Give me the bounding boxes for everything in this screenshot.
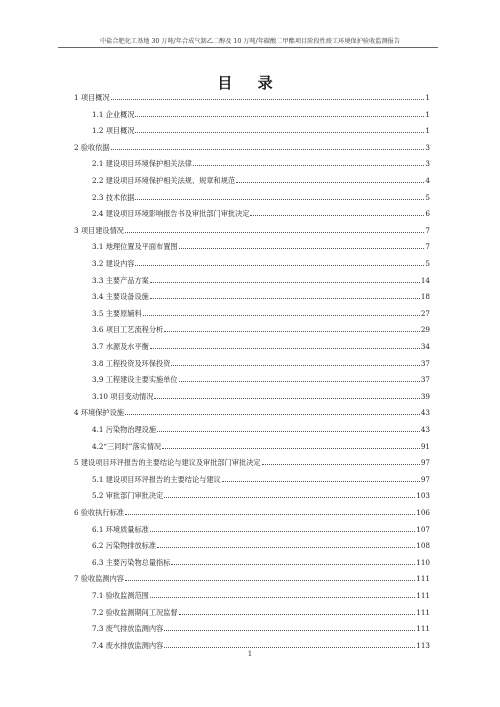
toc-entry-label: 6.1 环境质量标准 [92, 524, 149, 534]
toc-entry-page: 111 [416, 607, 430, 617]
toc-entry[interactable] [74, 391, 430, 401]
toc-entry-page: 111 [416, 591, 430, 600]
toc-dot-leader [125, 232, 424, 233]
toc-entry-page: 34 [420, 342, 430, 351]
toc-entry-label: 3.6 项目工艺流程分析 [92, 325, 164, 335]
toc-entry[interactable] [74, 490, 430, 500]
toc-entry-label: 1 项目概况 [74, 93, 110, 102]
toc-dot-leader [222, 481, 420, 482]
toc-dot-leader [179, 248, 425, 249]
toc-dot-leader [164, 331, 420, 332]
toc-entry-label: 5.1 建设项目环评报告的主要结论与建议 [92, 474, 221, 484]
toc-entry-label: 3.1 地理位置及平面布置图 [92, 242, 178, 252]
toc-dot-leader [150, 597, 415, 598]
toc-entry[interactable] [74, 374, 430, 384]
toc-entry[interactable] [74, 92, 430, 102]
toc-entry-page: 97 [420, 474, 430, 484]
toc-entry-label: 5.2 审批部门审批决定 [92, 491, 164, 501]
toc-entry-page: 37 [420, 358, 430, 368]
toc-entry-label: 7.3 废气排放监测内容 [92, 624, 164, 634]
toc-entry[interactable] [74, 623, 430, 633]
toc-entry-label: 3.7 水源及水平衡 [92, 342, 149, 351]
toc-entry[interactable] [74, 125, 430, 135]
toc-entry[interactable] [74, 573, 430, 583]
toc-entry-label: 2.3 技术依据 [92, 192, 135, 202]
toc-entry-page: 6 [425, 209, 430, 219]
toc-entry[interactable] [74, 258, 430, 268]
toc-entry[interactable] [74, 474, 430, 484]
toc-entry[interactable] [74, 441, 430, 451]
toc-dot-leader [150, 531, 415, 532]
toc-dot-leader [262, 464, 420, 465]
toc-entry[interactable] [74, 424, 430, 434]
toc-dot-leader [162, 448, 420, 449]
toc-entry-label: 3.2 建设内容 [92, 259, 135, 268]
toc-entry-page: 3 [425, 142, 430, 152]
toc-entry-label: 3.5 主要原辅料 [92, 308, 142, 318]
toc-dot-leader [111, 99, 425, 100]
toc-title: 目 录 [217, 74, 283, 92]
toc-entry-label: 3.10 项目变动情况 [92, 391, 154, 401]
toc-entry[interactable] [74, 507, 430, 517]
toc-entry[interactable] [74, 324, 430, 334]
toc-entry-label: 1.1 企业概况 [92, 109, 135, 119]
toc-entry-page: 4 [425, 176, 430, 185]
toc-entry-page: 7 [425, 242, 430, 252]
toc-entry-label: 7.2 验收监测期间工况监督 [92, 607, 178, 617]
toc-entry-page: 27 [420, 308, 430, 318]
toc-entry-label: 3.8 工程投资及环保投资 [92, 358, 171, 368]
toc-entry-page: 111 [416, 624, 430, 634]
toc-dot-leader [171, 564, 415, 565]
toc-entry-label: 6.2 污染物排放标准 [92, 541, 157, 551]
toc-dot-leader [135, 132, 424, 133]
toc-entry-page: 107 [416, 524, 430, 534]
toc-entry-label: 2 验收依据 [74, 142, 110, 152]
toc-entry[interactable] [74, 225, 430, 235]
toc-dot-leader [193, 165, 424, 166]
toc-dot-leader [250, 215, 424, 216]
toc-entry-page: 108 [416, 541, 430, 551]
toc-dot-leader [150, 298, 420, 299]
toc-dot-leader [143, 315, 420, 316]
toc-entry-label: 3.3 主要产品方案 [92, 275, 149, 285]
toc-dot-leader [164, 497, 415, 498]
page-header: 中盐合肥化工基地 30 万吨/年合成气制乙二醇及 10 万吨/年碳酸二甲酯项目阶段性竣工环境保护验收监测报告 [99, 38, 401, 45]
toc-entry[interactable] [74, 158, 430, 168]
toc-entry-label: 6.3 主要污染物总量指标 [92, 557, 171, 567]
toc-entry[interactable] [74, 457, 430, 467]
toc-entry[interactable] [74, 640, 430, 650]
toc-entry-page: 37 [420, 375, 430, 385]
toc-entry[interactable] [74, 241, 430, 251]
toc-entry-page: 3 [425, 159, 430, 169]
toc-entry[interactable] [74, 524, 430, 534]
toc-dot-leader [179, 381, 420, 382]
toc-entry-label: 3.4 主要设备设施 [92, 292, 149, 302]
toc-entry-page: 113 [416, 640, 430, 650]
toc-entry-label: 2.2 建设项目环境保护相关法规、规章和规范 [92, 176, 236, 185]
toc-entry-page: 39 [420, 391, 430, 401]
header-divider [58, 47, 438, 48]
toc-entry-page: 29 [420, 325, 430, 335]
toc-entry[interactable] [74, 308, 430, 318]
page-number: 1 [247, 650, 253, 658]
toc-entry-page: 106 [416, 508, 430, 517]
toc-entry-label: 7.4 废水排放监测内容 [92, 640, 164, 650]
toc-entry-page: 110 [416, 557, 430, 567]
toc-entry[interactable] [74, 540, 430, 550]
toc-entry-page: 5 [425, 192, 430, 202]
toc-dot-leader [150, 282, 420, 283]
toc-entry-page: 91 [420, 441, 430, 451]
toc-entry-page: 103 [416, 491, 430, 501]
toc-dot-leader [111, 149, 425, 150]
toc-entry[interactable] [74, 175, 430, 185]
toc-entry[interactable] [74, 358, 430, 368]
toc-entry[interactable] [74, 275, 430, 285]
toc-dot-leader [135, 116, 424, 117]
toc-entry-page: 1 [425, 109, 430, 119]
toc-dot-leader [164, 647, 415, 648]
toc-dot-leader [150, 348, 420, 349]
toc-entry-page: 1 [425, 93, 430, 102]
toc-entry[interactable] [74, 109, 430, 119]
toc-entry-page: 43 [420, 408, 430, 418]
toc-dot-leader [135, 265, 424, 266]
toc-entry-label: 7.1 验收监测范围 [92, 591, 149, 600]
toc-entry-label: 3 项目建设情况 [74, 225, 124, 235]
toc-entry-label: 2.1 建设项目环境保护相关法律 [92, 159, 192, 169]
toc-entry[interactable] [74, 557, 430, 567]
toc-dot-leader [125, 580, 415, 581]
toc-entry-label: 6 验收执行标准 [74, 508, 124, 517]
toc-entry-label: 4.2“三同时”落实情况 [92, 441, 162, 451]
toc-entry-page: 14 [420, 275, 430, 285]
toc-dot-leader [236, 182, 424, 183]
toc-entry-label: 2.4 建设项目环境影响报告书及审批部门审批决定 [92, 209, 250, 219]
toc-entry[interactable] [74, 291, 430, 301]
toc-dot-leader [179, 614, 416, 615]
toc-entry[interactable] [74, 208, 430, 218]
toc-entry-page: 43 [420, 425, 430, 434]
toc-dot-leader [171, 365, 419, 366]
toc-entry-page: 18 [420, 292, 430, 302]
toc-dot-leader [125, 414, 420, 415]
toc-dot-leader [157, 547, 415, 548]
toc-entry[interactable] [74, 192, 430, 202]
toc-entry[interactable] [74, 341, 430, 351]
toc-entry-page: 7 [425, 225, 430, 235]
toc-entry[interactable] [74, 590, 430, 600]
toc-dot-leader [125, 514, 415, 515]
toc-entry-label: 1.2 项目概况 [92, 126, 135, 136]
toc-dot-leader [154, 398, 419, 399]
toc-entry-page: 111 [416, 574, 430, 584]
toc-entry[interactable] [74, 407, 430, 417]
toc-entry-page: 1 [425, 126, 430, 136]
toc-dot-leader [157, 431, 420, 432]
toc-entry[interactable] [74, 142, 430, 152]
toc-entry-label: 4.1 污染物治理设施 [92, 425, 157, 434]
toc-entry-label: 5 建设项目环评报告的主要结论与建议及审批部门审批决定 [74, 458, 261, 468]
toc-dot-leader [164, 630, 415, 631]
toc-entry-page: 5 [425, 259, 430, 268]
toc-entry-label: 3.9 工程建设主要实施单位 [92, 375, 178, 385]
toc-entry-label: 4 环境保护设施 [74, 408, 124, 418]
toc-entry[interactable] [74, 607, 430, 617]
toc-entry-label: 7 验收监测内容 [74, 574, 124, 584]
toc-entry-page: 97 [420, 458, 430, 468]
toc-dot-leader [135, 199, 424, 200]
